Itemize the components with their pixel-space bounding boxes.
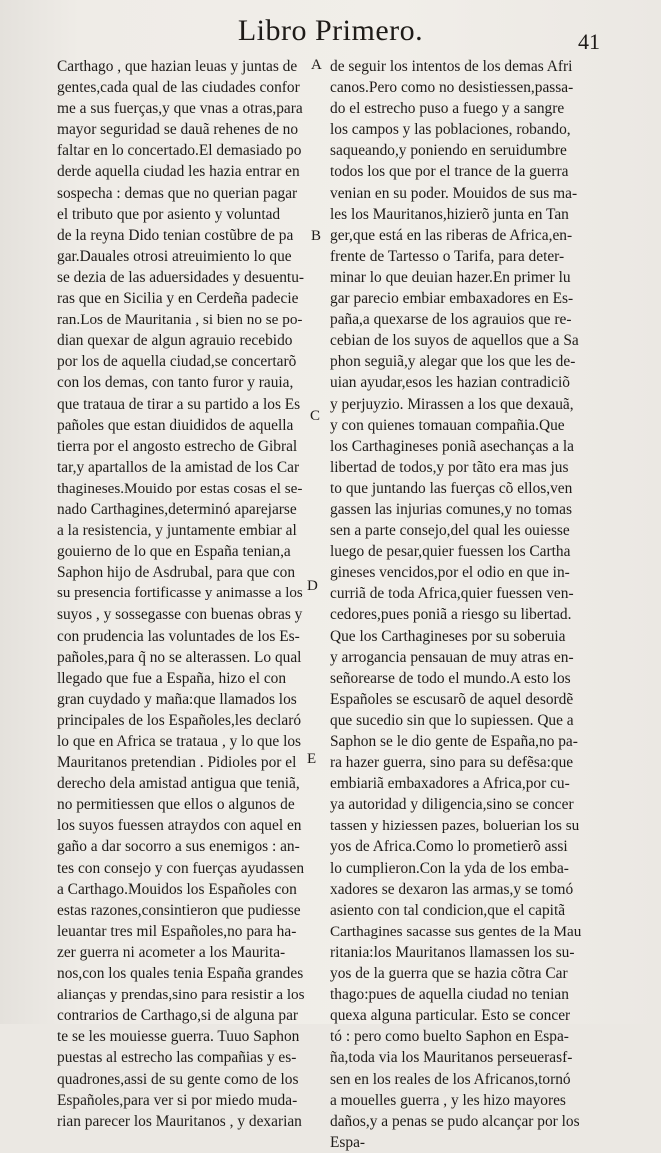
- text-line: minar lo que deuian hazer.En primer lu: [330, 268, 571, 286]
- text-line: sospecha : demas que no querian pagar: [57, 184, 298, 202]
- text-line: lo que en Africa se trataua , y lo que los: [57, 733, 302, 750]
- folio-number: 41: [578, 29, 600, 54]
- text-line: su presencia fortificasse y animasse a los: [57, 585, 303, 602]
- text-line: los Carthagineses poniã asechanças a la: [330, 437, 575, 455]
- text-line: quexa alguna particular. Esto se concer: [330, 1007, 571, 1025]
- text-line: faltar en lo concertado.El demasiado po: [57, 142, 302, 160]
- text-line: gaño a dar socorro a sus enemigos : an-: [57, 838, 300, 856]
- text-line: saqueando,y poniendo en seruidumbre: [330, 142, 567, 160]
- text-line: con prudencia las voluntades de los Es-: [57, 627, 300, 645]
- text-line: el tributo que por asiento y voluntad: [57, 205, 281, 223]
- text-line: cedores,pues poniã a riesgo su libertad.: [330, 606, 572, 624]
- text-line: por los de aquella ciudad,se concertarõ: [57, 353, 297, 371]
- text-line: sen a parte consejo,del qual les ouiesse: [330, 522, 570, 540]
- text-line: yos de Africa.Como lo prometierõ assi: [330, 838, 568, 856]
- text-line: gentes,cada qual de las ciudades confor: [57, 79, 300, 97]
- text-line: nos,con los quales tenia España grandes: [57, 965, 304, 983]
- text-line: y arrogancia pensauan de muy atras en-: [330, 648, 574, 666]
- text-line: gouierno de lo que en España tenian,a: [57, 543, 291, 561]
- text-line: uian ayudar,esos les hazian contradiciõ: [330, 374, 570, 392]
- text-line: daños,y a penas se pudo alcançar por los: [330, 1112, 580, 1130]
- text-line: contrarios de Carthago,si de alguna par: [57, 1007, 299, 1025]
- text-line: gar parecio embiar embaxadores en Es-: [330, 290, 574, 308]
- text-line: ña,toda via los Mauritanos perseuerasf-: [330, 1049, 573, 1067]
- running-head: Libro Primero.: [237, 14, 424, 47]
- text-line: gar.Dauales otrosi atreuimiento lo que: [57, 247, 292, 265]
- text-line: mayor seguridad se dauã rehenes de no: [57, 121, 299, 139]
- text-line: estas razones,consintieron que pudiesse: [57, 901, 301, 919]
- right-text-column: [330, 56, 582, 1153]
- text-line: principales de los Españoles,les declaró: [57, 711, 302, 729]
- text-line: tierra por el angosto estrecho de Gibral: [57, 437, 298, 455]
- text-line: alianças y prendas,sino para resistir a los: [57, 986, 305, 1004]
- text-line: ritania:los Mauritanos llamassen los su-: [330, 943, 575, 961]
- text-line: a la resistencia, y juntamente embiar al: [57, 522, 297, 540]
- text-line: thagineses.Mouido por estas cosas el se-: [57, 479, 303, 497]
- text-line: señorearse de todo el mundo.A esto los: [330, 669, 571, 687]
- text-line: leuantar tres mil Españoles,no para ha-: [57, 922, 297, 940]
- text-line: dian quexar de algun agrauio recebido: [57, 332, 293, 350]
- text-line: que trataua de tirar a su partido a los Es: [57, 395, 301, 413]
- text-line: tassen y hiziessen pazes, boluerian los su: [330, 817, 580, 835]
- text-line: yos de la guerra que se hazia cõtra Car: [330, 965, 568, 983]
- text-line: nado Carthagines,determinó aparejarse: [57, 500, 297, 518]
- text-line: do el estrecho puso a fuego y a sangre: [330, 100, 565, 118]
- text-line: con los demas, con tanto furor y rauia,: [57, 374, 294, 392]
- text-line: luego de pesar,quier fuessen los Cartha: [330, 543, 571, 561]
- text-line: pañoles,para q̃ no se alterassen. Lo qual: [57, 648, 302, 666]
- text-line: libertad de todos,y por tãto era mas jus: [330, 458, 569, 476]
- text-line: tes con consejo y con fuerças ayudassen: [57, 859, 305, 877]
- text-line: to que juntando las fuerças cõ ellos,ven: [330, 479, 573, 497]
- text-line: Españoles,para ver si por miedo muda-: [57, 1091, 298, 1109]
- text-line: ger,que está en las riberas de Africa,en-: [330, 226, 573, 244]
- text-line: que sucedio sin que lo supiessen. Que a: [330, 711, 574, 729]
- text-line: ra hazer guerra, sino para su defẽsa:que: [330, 754, 574, 772]
- text-line: Saphon hijo de Asdrubal, para que con: [57, 564, 296, 582]
- text-line: canos.Pero como no desistiessen,passa-: [330, 79, 574, 97]
- text-line: a mouelles guerra , y les hizo mayores: [330, 1091, 566, 1109]
- text-line: cebian de los suyos de aquellos que a Sa: [330, 332, 579, 350]
- text-line: Espa-: [330, 1133, 366, 1151]
- text-line: de seguir los intentos de los demas Afri: [330, 58, 573, 75]
- text-line: ras que en Sicilia y en Cerdeña padecie: [57, 290, 299, 308]
- text-line: tar,y apartallos de la amistad de los Car: [57, 458, 300, 476]
- text-line: ya autoridad y diligencia,sino se concer: [330, 796, 574, 814]
- text-line: embiariã embaxadores a Africa,por cu-: [330, 775, 570, 793]
- text-line: zer guerra ni acometer a los Maurita-: [57, 943, 286, 961]
- text-line: suyos , y sossegasse con buenas obras y: [57, 606, 303, 624]
- text-line: Carthago , que hazian leuas y juntas de: [57, 58, 298, 75]
- text-line: Carthagines sacasse sus gentes de la Mau: [330, 922, 582, 940]
- text-line: llegado que fue a España, hizo el con: [57, 669, 287, 687]
- text-line: paña,a quexarse de los agrauios que re-: [330, 311, 572, 329]
- text-line: se dezia de las aduersidades y desuentu-: [57, 268, 305, 286]
- text-line: curriã de toda Africa,quier fuessen ven-: [330, 585, 574, 603]
- margin-letter-e: E: [307, 751, 317, 767]
- text-line: pañoles que estan diuididos de aquella: [57, 416, 294, 434]
- text-line: de la reyna Dido tenian costũbre de pa: [57, 226, 294, 244]
- text-line: Mauritanos pretendian . Pidioles por el: [57, 754, 297, 772]
- text-line: asiento con tal condicion,que el capitã: [330, 901, 566, 919]
- text-line: todos los que por el trance de la guerra: [330, 163, 569, 181]
- margin-letter-b: B: [311, 228, 322, 244]
- text-line: puestas al estrecho las compañias y es-: [57, 1049, 297, 1067]
- text-line: venian en su poder. Mouidos de sus ma-: [330, 184, 578, 202]
- text-line: derde aquella ciudad les hazia entrar en: [57, 163, 300, 181]
- text-line: me a sus fuerças,y que vnas a otras,para: [57, 100, 303, 118]
- margin-letter-c: C: [310, 408, 321, 424]
- text-line: gassen las injurias comunes,y no tomas: [330, 500, 572, 518]
- text-line: Saphon se le dio gente de España,no pa-: [330, 733, 578, 750]
- text-line: thago:pues de aquella ciudad no tenian: [330, 986, 569, 1004]
- text-line: gineses vencidos,por el odio en que in-: [330, 564, 570, 582]
- text-line: no permitiessen que ellos o algunos de: [57, 796, 295, 814]
- text-line: y con quienes tomauan compañia.Que: [330, 416, 565, 434]
- text-line: los campos y las poblaciones, robando,: [330, 121, 571, 139]
- text-line: frente de Tartesso o Tarifa, para deter-: [330, 247, 565, 265]
- text-line: sen en los reales de los Africanos,tornó: [330, 1070, 571, 1088]
- text-line: a Carthago.Mouidos los Españoles con: [57, 880, 297, 898]
- text-line: gran cuydado y maña:que llamados los: [57, 690, 297, 708]
- text-line: lo cumplieron.Con la yda de los emba-: [330, 859, 569, 877]
- left-text-column: [57, 56, 305, 1132]
- margin-letter-a: A: [311, 57, 322, 73]
- text-line: derecho dela amistad antigua que teniã,: [57, 775, 300, 793]
- text-line: Españoles se escusarõ de aquel desordẽ: [330, 690, 574, 708]
- margin-letter-d: D: [307, 578, 318, 594]
- text-line: te se les mouiesse guerra. Tuuo Saphon: [57, 1028, 300, 1046]
- text-line: Que los Carthagineses por su soberuia: [330, 627, 566, 645]
- text-line: xadores se dexaron las armas,y se tomó: [330, 880, 574, 898]
- text-line: phon seguiã,y alegar que los que les de-: [330, 353, 576, 371]
- text-line: quadrones,assi de su gente como de los: [57, 1070, 299, 1088]
- text-line: y perjuyzio. Mirassen a los que dexauã,: [330, 395, 574, 413]
- text-line: tó : pero como buelto Saphon en Espa-: [330, 1028, 569, 1046]
- text-line: los suyos fuessen atraydos con aquel en: [57, 817, 302, 835]
- text-line: les los Mauritanos,hizierõ junta en Tan: [330, 205, 569, 223]
- text-line: rian parecer los Mauritanos , y dexarian: [57, 1112, 302, 1130]
- text-line: ran.Los de Mauritania , si bien no se po-: [57, 311, 303, 329]
